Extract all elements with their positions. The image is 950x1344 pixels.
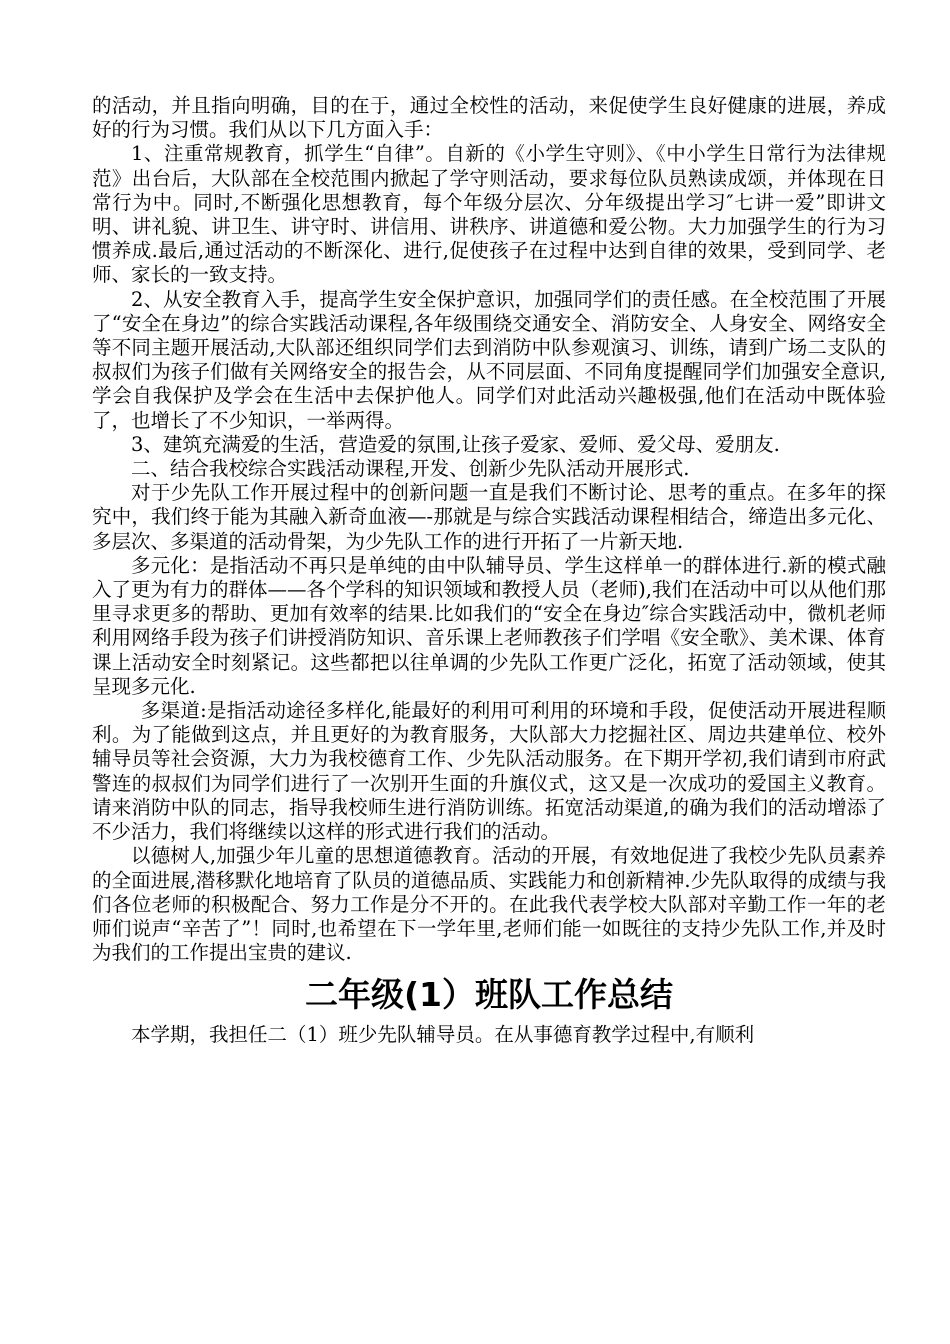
paragraph-moral-education: 以德树人,加强少年儿童的思想道德教育。活动的开展，有效地促进了我校少先队员素养的全面进展,潜移默化地培育了队员的道德品质、实践能力和创新精神.少先队取得的成绩与我们各位老师的积极配合、努力工作是分不开的。在此我代表学校大队部对辛勤工作一年的老师们说声“辛苦了”！同时,也希望在下一学年里,老师们能一如既往的支持少先队工作,并及时为我们的工作提出宝贵的建议. [92, 844, 886, 965]
paragraph-innovation: 对于少先队工作开展过程中的创新问题一直是我们不断讨论、思考的重点。在多年的探究中，我们终于能为其融入新奇血液—-那就是与综合实践活动课程相结合，缔造出多元化、多层次、多渠道的活动骨架，为少先队工作的进行开拓了一片新天地. [92, 481, 886, 553]
section-heading-two: 二、结合我校综合实践活动课程,开发、创新少先队活动开展形式. [131, 457, 690, 481]
document-title: 二年级(1）班队工作总结 [304, 975, 674, 1015]
paragraph-multi-channel: 多渠道:是指活动途径多样化,能最好的利用可利用的环境和手段，促使活动开展进程顺利。为了能做到这点，并且更好的为教育服务，大队部大力挖掘社区、周边共建单位、校外辅导员等社会资源，大力为我校德育工作、少先队活动服务。在下期开学初,我们请到市府武警连的叔叔们为同学们进行了一次别开生面的升旗仪式，这又是一次成功的爱国主义教育。请来消防中队的同志，指导我校师生进行消防训练。拓宽活动渠道,的确为我们的活动增添了不少活力，我们将继续以这样的形式进行我们的活动。 [92, 699, 886, 844]
paragraph-diversification: 多元化：是指活动不再只是单纯的由中队辅导员、学生这样单一的群体进行.新的模式融入了更为有力的群体——各个学科的知识领域和教授人员（老师),我们在活动中可以从他们那里寻求更多的帮助、更加有效率的结果.比如我们的“安全在身边″综合实践活动中，微机老师利用网络手段为孩子们讲授消防知识、音乐课上老师教孩子们学唱《安全歌》、美术课、体育课上活动安全时刻紧记。这些都把以往单调的少先队工作更广泛化，拓宽了活动领域，使其呈现多元化. [92, 553, 886, 698]
paragraph-safety-education: 2、从安全教育入手，提高学生安全保护意识，加强同学们的责任感。在全校范围了开展了“安全在身边”的综合实践活动课程,各年级围绕交通安全、消防安全、人身安全、网络安全等不同主题开展活动,大队部还组织同学们去到消防中队参观演习、训练，请到广场二支队的叔叔们为孩子们做有关网络安全的报告会，从不同层面、不同角度提醒同学们加强安全意识,学会自我保护及学会在生活中去保护他人。同学们对此活动兴趣极强,他们在活动中既体验了，也增长了不少知识，一举两得。 [92, 287, 886, 432]
paragraph-closing: 本学期，我担任二（1）班少先队辅导员。在从事德育教学过程中,有顺利 [131, 1023, 755, 1047]
paragraph-intro-continuation: 的活动，并且指向明确，目的在于，通过全校性的活动，来促使学生良好健康的进展，养成好的行为习惯。我们从以下几方面入手： [92, 94, 886, 142]
document-page [92, 94, 886, 1048]
paragraph-loving-life: 3、建筑充满爱的生活，营造爱的氛围,让孩子爱家、爱师、爱父母、爱朋友. [131, 432, 780, 456]
paragraph-routine-education: 1、注重常规教育，抓学生“自律”。自新的《小学生守则》、《中小学生日常行为法律规范》出台后，大队部在全校范围内掀起了学守则活动，要求每位队员熟读成颂，并体现在日常行为中。同时,不断强化思想教育，每个年级分层次、分年级提出学习″七讲一爱”即讲文明、讲礼貌、讲卫生、讲守时、讲信用、讲秩序、讲道德和爱公物。大力加强学生的行为习惯养成.最后,通过活动的不断深化、进行,促使孩子在过程中达到自律的效果，受到同学、老师、家长的一致支持。 [92, 142, 886, 287]
